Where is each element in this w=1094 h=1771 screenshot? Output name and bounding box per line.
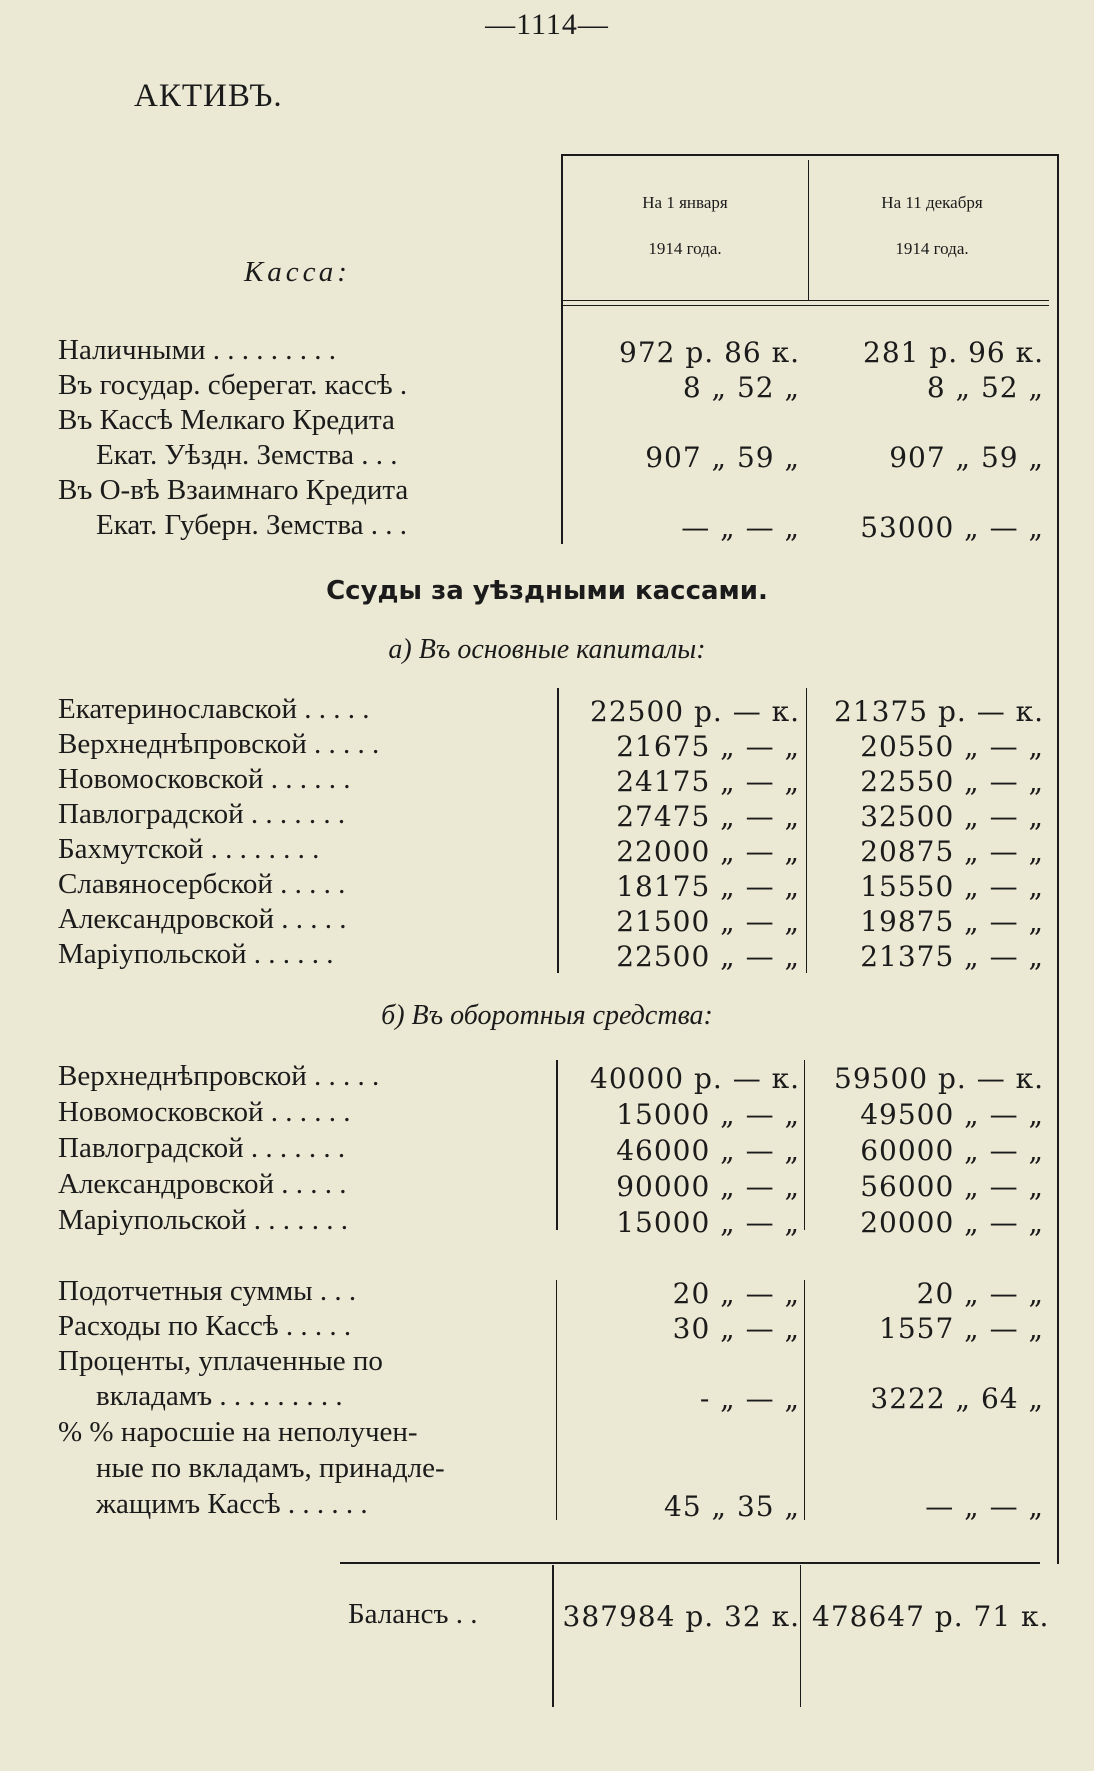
col-divider-other bbox=[804, 1280, 805, 1520]
col1-left-rule-other bbox=[556, 1280, 557, 1520]
loan-basic-value-dec: 20550 „ — „ bbox=[860, 730, 1044, 763]
loan-basic-label: Павлоградской . . . . . . . bbox=[58, 798, 346, 830]
other-row-label: Проценты, уплаченные по bbox=[58, 1345, 383, 1377]
kassa-row-label: Екат. Уѣздн. Земства . . . bbox=[96, 439, 398, 471]
loan-basic-value-dec: 15550 „ — „ bbox=[860, 870, 1044, 903]
loan-working-value-dec: 59500 р. — к. bbox=[834, 1062, 1044, 1095]
col2-header-line1: На 11 декабря bbox=[881, 193, 983, 212]
loan-basic-value-dec: 22550 „ — „ bbox=[860, 765, 1044, 798]
loan-working-label: Маріупольской . . . . . . . bbox=[58, 1204, 349, 1236]
loan-basic-label: Бахмутской . . . . . . . . bbox=[58, 833, 320, 865]
kassa-row-value-jan: 972 р. 86 к. bbox=[619, 336, 800, 369]
loans-basic-subtitle: а) Въ основные капиталы: bbox=[388, 634, 706, 665]
col-divider-working bbox=[804, 1060, 805, 1230]
other-row-label: Расходы по Кассѣ . . . . . bbox=[58, 1310, 352, 1342]
loan-basic-value-jan: 18175 „ — „ bbox=[616, 870, 800, 903]
table-top-rule bbox=[562, 154, 1058, 156]
col1-left-rule-working bbox=[556, 1060, 558, 1230]
loan-basic-label: Новомосковской . . . . . . bbox=[58, 763, 351, 795]
loan-working-value-jan: 90000 „ — „ bbox=[616, 1170, 800, 1203]
other-row-value-jan: 45 „ 35 „ bbox=[664, 1490, 800, 1523]
loan-basic-label: Александровской . . . . . bbox=[58, 903, 347, 935]
loan-working-value-dec: 60000 „ — „ bbox=[860, 1134, 1044, 1167]
kassa-row-value-dec: 907 „ 59 „ bbox=[889, 441, 1044, 474]
other-row-value-dec: — „ — „ bbox=[925, 1490, 1044, 1523]
loan-basic-value-jan: 21500 „ — „ bbox=[616, 905, 800, 938]
col1-header-line2: 1914 года. bbox=[648, 239, 722, 258]
loan-basic-value-dec: 32500 „ — „ bbox=[860, 800, 1044, 833]
col-divider-rule bbox=[808, 160, 809, 300]
col1-left-rule-loans bbox=[557, 688, 559, 973]
balance-col1-rule bbox=[552, 1565, 554, 1707]
page-number: —1114— bbox=[485, 8, 609, 41]
other-row-value-jan: 30 „ — „ bbox=[672, 1312, 800, 1345]
other-row-value-dec: 1557 „ — „ bbox=[879, 1312, 1044, 1345]
kassa-title: Касса: bbox=[244, 256, 351, 288]
section-heading: АКТИВЪ. bbox=[134, 78, 283, 114]
kassa-row-value-jan: — „ — „ bbox=[681, 511, 800, 544]
loan-working-value-jan: 15000 „ — „ bbox=[616, 1098, 800, 1131]
loan-working-value-dec: 56000 „ — „ bbox=[860, 1170, 1044, 1203]
loan-basic-value-jan: 24175 „ — „ bbox=[616, 765, 800, 798]
loan-basic-value-dec: 21375 р. — к. bbox=[834, 695, 1044, 728]
balance-col2-rule bbox=[800, 1565, 801, 1707]
kassa-row-label: Въ государ. сберегат. кассѣ . bbox=[58, 369, 408, 401]
kassa-row-label: Въ Кассѣ Мелкаго Кредита bbox=[58, 404, 395, 436]
kassa-row-value-dec: 281 р. 96 к. bbox=[863, 336, 1044, 369]
kassa-row-label: Екат. Губерн. Земства . . . bbox=[96, 509, 407, 541]
other-row-value-jan: 20 „ — „ bbox=[672, 1277, 800, 1310]
loan-working-label: Павлоградской . . . . . . . bbox=[58, 1132, 346, 1164]
kassa-row-value-jan: 8 „ 52 „ bbox=[682, 371, 800, 404]
loan-working-value-jan: 15000 „ — „ bbox=[616, 1206, 800, 1239]
kassa-row-value-jan: 907 „ 59 „ bbox=[645, 441, 800, 474]
loan-working-label: Новомосковской . . . . . . bbox=[58, 1096, 351, 1128]
loan-basic-label: Екатеринославской . . . . . bbox=[58, 693, 370, 725]
balance-top-rule bbox=[340, 1562, 1040, 1564]
balance-label: Балансъ . . bbox=[348, 1598, 478, 1630]
col-divider-loans bbox=[806, 688, 807, 973]
loan-working-value-dec: 20000 „ — „ bbox=[860, 1206, 1044, 1239]
other-row-value-jan: - „ — „ bbox=[699, 1382, 800, 1415]
loan-basic-value-jan: 22500 р. — к. bbox=[590, 695, 800, 728]
loan-basic-value-dec: 21375 „ — „ bbox=[860, 940, 1044, 973]
loans-title: Ссуды за уѣздными кассами. bbox=[326, 576, 768, 606]
loan-basic-value-jan: 22000 „ — „ bbox=[616, 835, 800, 868]
other-row-label: вкладамъ . . . . . . . . . bbox=[96, 1380, 343, 1412]
col2-header-line2: 1914 года. bbox=[895, 239, 969, 258]
other-row-value-dec: 20 „ — „ bbox=[916, 1277, 1044, 1310]
loan-working-value-jan: 40000 р. — к. bbox=[590, 1062, 800, 1095]
other-row-label: Подотчетныя суммы . . . bbox=[58, 1275, 357, 1307]
balance-value-jan: 387984 р. 32 к. bbox=[562, 1600, 800, 1633]
col1-header-line1: На 1 января bbox=[642, 193, 728, 212]
loan-basic-value-jan: 21675 „ — „ bbox=[616, 730, 800, 763]
loan-basic-value-dec: 20875 „ — „ bbox=[860, 835, 1044, 868]
other-row-value-dec: 3222 „ 64 „ bbox=[870, 1382, 1044, 1415]
loan-basic-label: Славяносербской . . . . . bbox=[58, 868, 346, 900]
other-row-label: % % наросшіе на неполучен- bbox=[58, 1416, 418, 1448]
loan-working-label: Верхнеднѣпровской . . . . . bbox=[58, 1060, 380, 1092]
other-row-label: жащимъ Кассѣ . . . . . . bbox=[96, 1488, 368, 1520]
header-double-rule-2 bbox=[562, 305, 1049, 306]
loan-working-label: Александровской . . . . . bbox=[58, 1168, 347, 1200]
loan-working-value-dec: 49500 „ — „ bbox=[860, 1098, 1044, 1131]
loan-basic-label: Маріупольской . . . . . . bbox=[58, 938, 334, 970]
loans-working-subtitle: б) Въ оборотныя средства: bbox=[381, 1000, 713, 1031]
loan-basic-label: Верхнеднѣпровской . . . . . bbox=[58, 728, 380, 760]
loan-basic-value-jan: 27475 „ — „ bbox=[616, 800, 800, 833]
kassa-row-label: Въ О-вѣ Взаимнаго Кредита bbox=[58, 474, 409, 506]
kassa-row-label: Наличными . . . . . . . . . bbox=[58, 334, 337, 366]
kassa-row-value-dec: 8 „ 52 „ bbox=[926, 371, 1044, 404]
balance-value-dec: 478647 р. 71 к. bbox=[812, 1600, 1050, 1633]
header-double-rule-1 bbox=[562, 300, 1049, 301]
right-edge-rule bbox=[1057, 154, 1059, 1564]
loan-basic-value-jan: 22500 „ — „ bbox=[616, 940, 800, 973]
kassa-row-value-dec: 53000 „ — „ bbox=[860, 511, 1044, 544]
other-row-label: ные по вкладамъ, принадле- bbox=[96, 1452, 445, 1484]
loan-working-value-jan: 46000 „ — „ bbox=[616, 1134, 800, 1167]
loan-basic-value-dec: 19875 „ — „ bbox=[860, 905, 1044, 938]
